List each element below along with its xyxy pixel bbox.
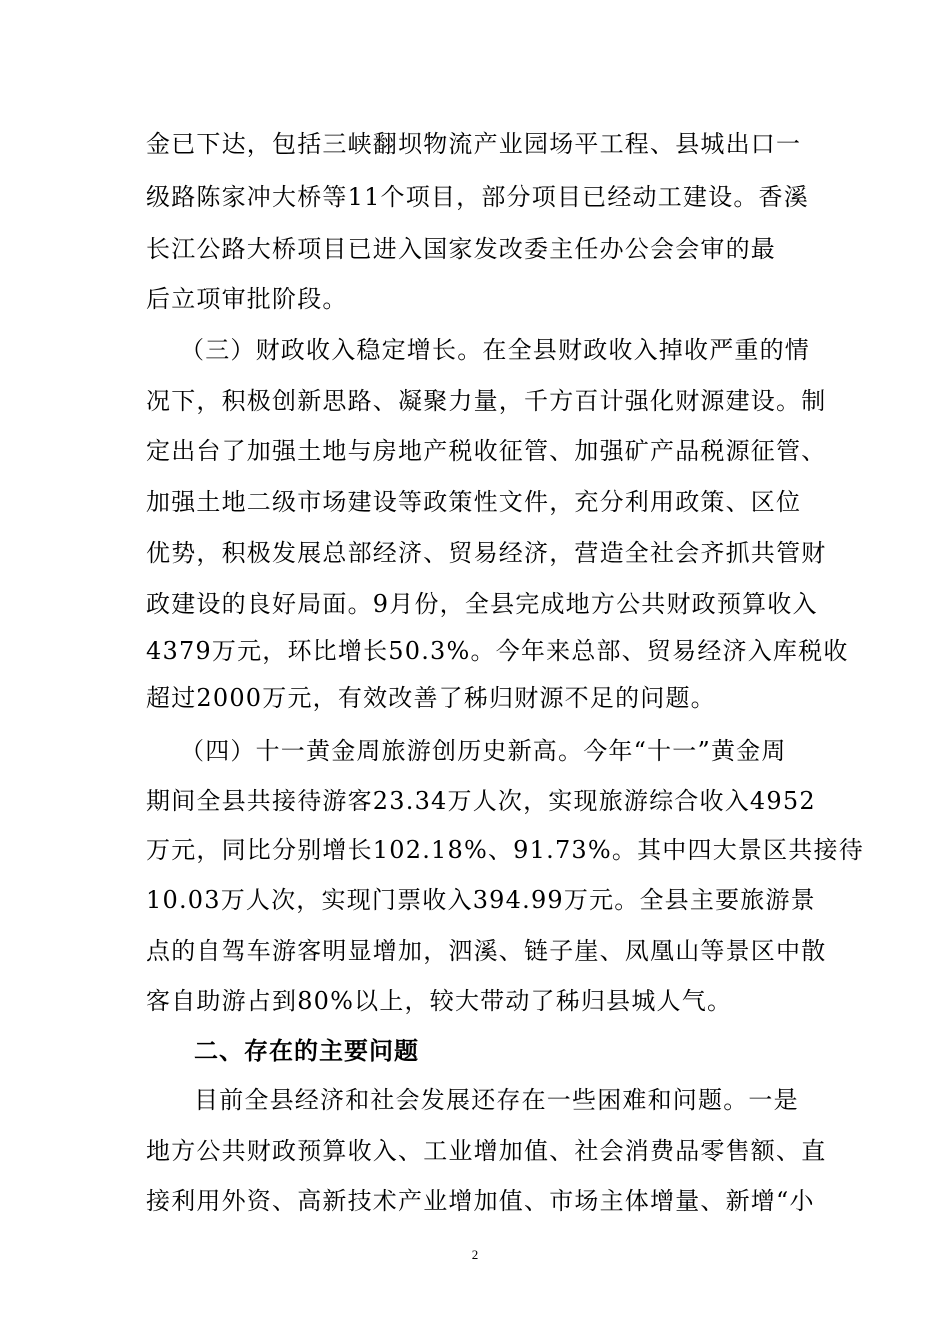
section-4-paragraph-start: （四）十一黄金周旅游创历史新高。今年“十一”黄金周 bbox=[180, 737, 787, 765]
body-text-line: 定出台了加强土地与房地产税收征管、加强矿产品税源征管、 bbox=[146, 437, 827, 465]
body-text-line: 4379万元，环比增长50.3%。今年来总部、贸易经济入库税收 bbox=[146, 637, 849, 665]
page-number: 2 bbox=[471, 1247, 479, 1262]
body-text-line: 后立项审批阶段。 bbox=[146, 285, 348, 313]
body-text-line: 万元，同比分别增长102.18%、91.73%。其中四大景区共接待 bbox=[146, 836, 864, 864]
body-text-line: 期间全县共接待游客23.34万人次，实现旅游综合收入4952 bbox=[146, 787, 816, 815]
body-text-line: 政建设的良好局面。9月份，全县完成地方公共财政预算收入 bbox=[146, 590, 818, 618]
body-text-line: 金已下达，包括三峡翻坝物流产业园场平工程、县城出口一 bbox=[146, 130, 802, 158]
body-text-line: 优势，积极发展总部经济、贸易经济，营造全社会齐抓共管财 bbox=[146, 539, 827, 567]
section-heading: 二、存在的主要问题 bbox=[194, 1037, 419, 1065]
body-text-line: 长江公路大桥项目已进入国家发改委主任办公会会审的最 bbox=[146, 235, 776, 263]
body-text-line: 级路陈家冲大桥等11个项目，部分项目已经动工建设。香溪 bbox=[146, 183, 809, 211]
body-text-line: 况下，积极创新思路、凝聚力量，千方百计强化财源建设。制 bbox=[146, 387, 827, 415]
body-text-line: 10.03万人次，实现门票收入394.99万元。全县主要旅游景 bbox=[146, 886, 816, 914]
body-text-line: 地方公共财政预算收入、工业增加值、社会消费品零售额、直 bbox=[146, 1137, 827, 1165]
body-text-line: 客自助游占到80%以上，较大带动了秭归县城人气。 bbox=[146, 987, 733, 1015]
body-text-line: 超过2000万元，有效改善了秭归财源不足的问题。 bbox=[146, 684, 716, 712]
body-text-line: 接利用外资、高新技术产业增加值、市场主体增量、新增“小 bbox=[146, 1187, 815, 1215]
section-3-paragraph-start: （三）财政收入稳定增长。在全县财政收入掉收严重的情 bbox=[180, 336, 810, 364]
body-text-line: 点的自驾车游客明显增加，泗溪、链子崖、凤凰山等景区中散 bbox=[146, 937, 827, 965]
section-intro-paragraph-start: 目前全县经济和社会发展还存在一些困难和问题。一是 bbox=[194, 1086, 799, 1114]
body-text-line: 加强土地二级市场建设等政策性文件，充分利用政策、区位 bbox=[146, 488, 802, 516]
